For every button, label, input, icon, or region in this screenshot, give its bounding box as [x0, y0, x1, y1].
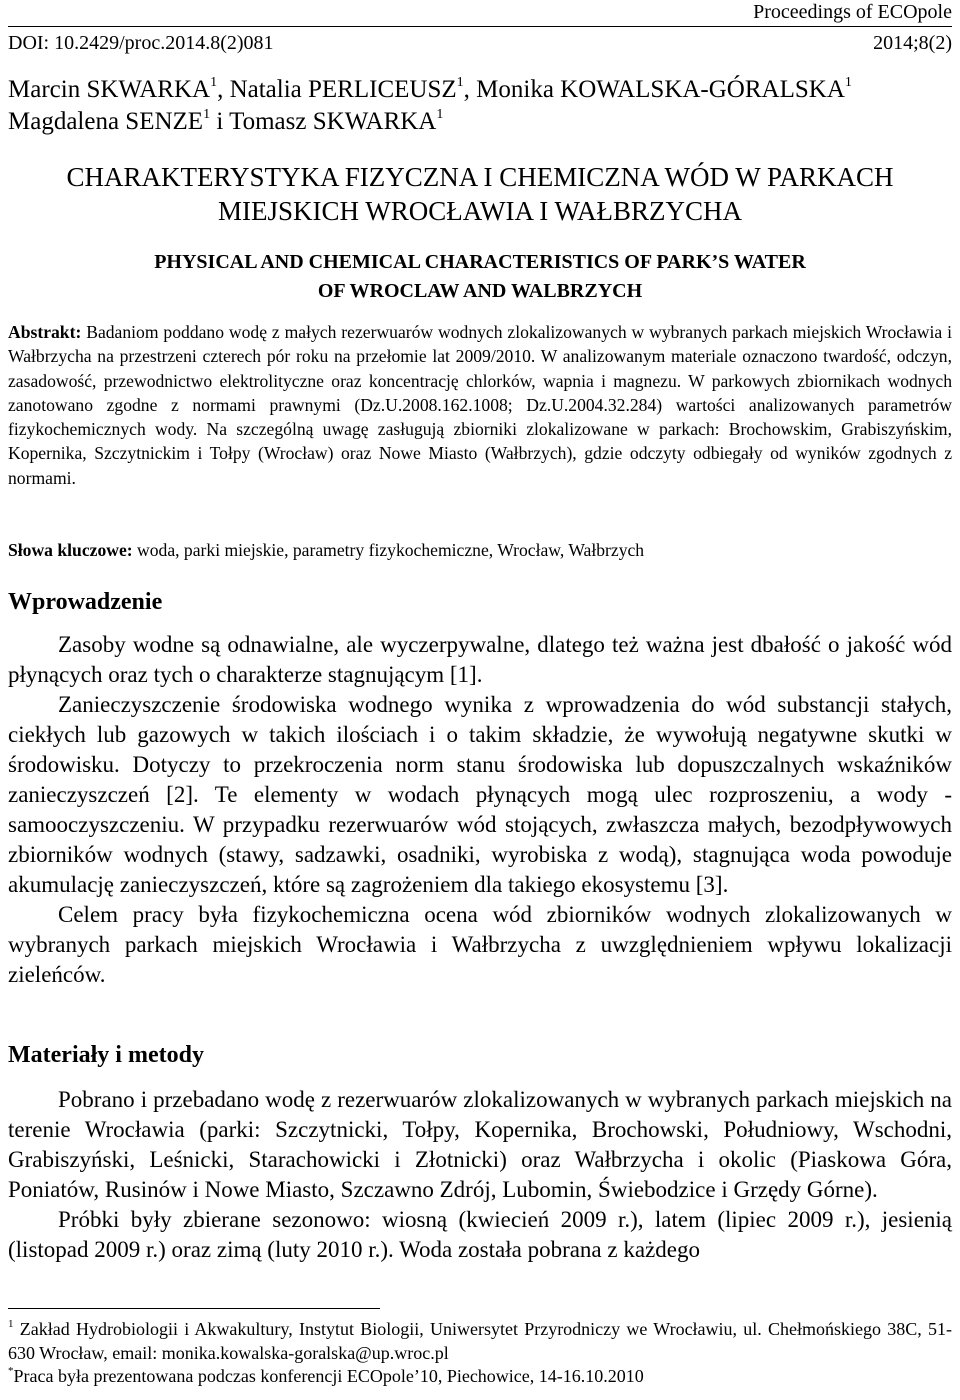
affiliation-mark: 1 [844, 75, 852, 90]
english-title-line: PHYSICAL AND CHEMICAL CHARACTERISTICS OF PARK’S WATER [154, 251, 806, 273]
running-head [8, 0, 952, 55]
keywords-text: woda, parki miejskie, parametry fizykochemiczne, Wrocław, Wałbrzych [132, 540, 645, 560]
methods-text [8, 1085, 952, 1265]
affiliation-mark: 1 [203, 107, 211, 122]
paragraph: Pobrano i przebadano wodę z rezerwuarów zlokalizowanych w wybranych parkach miejskich na terenie Wrocławia (parki: Szczytnicki, Tołpy, Kopernika, Brochowski, Południowy, Wschodni, Grabiszyński, Leśnicki, Starachowicki i Złotnicki) oraz Wałbrzycha i okolic (Piaskowa Góra, Poniatów, Rusinów i Nowe Miasto, Szczawno Zdrój, Lubomin, Świebodzice i Grzędy Górne). [8, 1087, 952, 1202]
paragraph: Zasoby wodne są odnawialne, ale wyczerpywalne, dlatego też ważna jest dbałość o jakość wód płynących oraz tych o charakterze stagnującym [1]. [8, 632, 952, 687]
author-name: i Tomasz SKWARKA [210, 108, 437, 135]
doi-text: DOI: 10.2429/proc.2014.8(2)081 [8, 32, 274, 54]
author-name: Magdalena SENZE [8, 108, 204, 135]
keywords-label: Słowa kluczowe: [8, 540, 133, 560]
author-line-2 [8, 106, 952, 138]
abstract-label: Abstrakt: [8, 322, 82, 342]
affiliation-mark: 1 [456, 75, 464, 90]
introduction-text [8, 630, 952, 990]
footnotes [8, 1318, 952, 1389]
author-list [8, 74, 952, 138]
footnote-mark: 1 [8, 1318, 14, 1330]
doi-row [8, 31, 952, 55]
author-name: , Natalia PERLICEUSZ [217, 76, 457, 103]
english-title-line: OF WROCLAW AND WALBRZYCH [317, 280, 643, 302]
footnote-conference [8, 1365, 952, 1389]
footnote-mark: * [8, 1365, 14, 1377]
polish-title-line: CHARAKTERYSTYKA FIZYCZNA I CHEMICZNA WÓD W PARKACH [66, 162, 894, 192]
footnote-rule [8, 1308, 380, 1309]
author-name: , Monika KOWALSKA-GÓRALSKA [463, 76, 845, 103]
abstract [8, 320, 952, 490]
paragraph: Zanieczyszczenie środowiska wodnego wynika z wprowadzenia do wód substancji stałych, ciekłych lub gazowych w takich ilościach i o takim składzie, że wywołują negatywne skutki w środowisku. Dotyczy to przekroczenia norm stanu środowiska lub dopuszczalnych wskaźników zanieczyszczeń [2]. Te elementy w wodach płynących mogą ulec rozproszeniu, a wody - samooczyszczeniu. W przypadku rezerwuarów wód stojących, zwłaszcza małych, bezodpływowych zbiorników wodnych (stawy, sadzawki, osadniki, wyrobiska z wodą), stagnująca woda powoduje akumulację zanieczyszczeń, które są zagrożeniem dla takiego ekosystemu [3]. [8, 692, 952, 897]
keywords [8, 538, 952, 562]
author-line-1 [8, 74, 952, 106]
affiliation-mark: 1 [210, 75, 218, 90]
volume-text: 2014;8(2) [873, 32, 952, 54]
header-rule [8, 26, 952, 27]
footnote-text: Zakład Hydrobiologii i Akwakultury, Instytut Biologii, Uniwersytet Przyrodniczy we Wrocławiu, ul. Chełmońskiego 38C, 51-630 Wrocław, email: monika.kowalska-goralska@up.wroc.pl [8, 1319, 952, 1363]
author-name: Marcin SKWARKA [8, 76, 211, 103]
abstract-text: Badaniom poddano wodę z małych rezerwuarów wodnych zlokalizowanych w wybranych parkach miejskich Wrocławia i Wałbrzycha na przestrzeni czterech pór roku na przełomie lat 2009/2010. W analizowanym materiale oznaczono twardość, odczyn, zasadowość, przewodnictwo elektrolityczne oraz koncentrację chlorków, wapnia i magnezu. W parkowych zbiornikach wodnych zanotowano zgodne z normami prawnymi (Dz.U.2008.162.1008; Dz.U.2004.32.284) wartości analizowanych parametrów fizykochemicznych wody. Na szczególną uwagę zasługują zbiorniki zlokalizowane w parkach: Brochowskim, Grabiszyńskim, Kopernika, Szczytnickim i Tołpy (Wrocław) oraz Nowe Miasto (Wałbrzych), gdzie odczyty odbiegały od wyników zgodnych z normami. [8, 322, 952, 488]
footnote-text: Praca była prezentowana podczas konferencji ECOpole’10, Piechowice, 14-16.10.2010 [13, 1366, 644, 1386]
english-title [8, 248, 952, 306]
affiliation-mark: 1 [436, 107, 444, 122]
polish-title-line: MIEJSKICH WROCŁAWIA I WAŁBRZYCHA [217, 196, 743, 226]
polish-title [8, 160, 952, 228]
paragraph: Celem pracy była fizykochemiczna ocena wód zbiorników wodnych zlokalizowanych w wybranych parkach miejskich Wrocławia i Wałbrzycha z uwzględnieniem wpływu lokalizacji zieleńców. [8, 902, 952, 987]
section-heading-methods: Materiały i metody [8, 1042, 204, 1068]
paragraph: Próbki były zbierane sezonowo: wiosną (kwiecień 2009 r.), latem (lipiec 2009 r.), jesienią (listopad 2009 r.) oraz zimą (luty 2010 r.). Woda została pobrana z każdego [8, 1207, 952, 1262]
journal-name: Proceedings of ECOpole [753, 1, 952, 23]
section-heading-introduction: Wprowadzenie [8, 589, 163, 615]
footnote-affiliation [8, 1318, 952, 1365]
